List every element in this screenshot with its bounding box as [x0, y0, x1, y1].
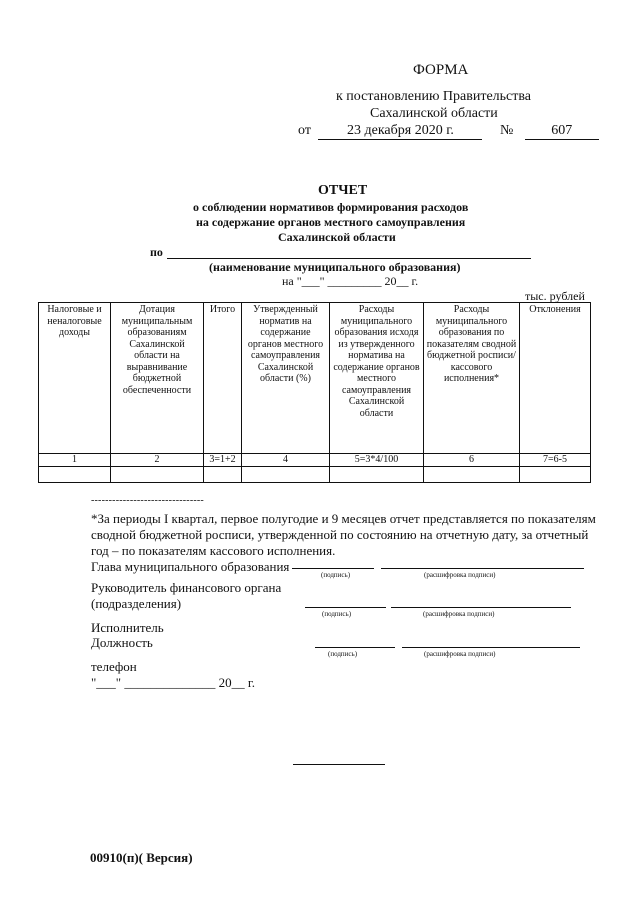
decree-number: 607: [525, 123, 599, 140]
col-number: 6: [424, 454, 520, 467]
header-tax-income: Налоговые и неналоговые доходы: [39, 303, 111, 454]
header-norm-expenses: Расходы муниципального образования исходя из утвержденного норматива на содержание органов местного самоуправления Сахалинской области: [330, 303, 424, 454]
executor-decoding-line: [402, 647, 580, 648]
head-label: Глава муниципального образования: [91, 559, 290, 574]
header-actual-expenses: Расходы муниципального образования по показателям сводной бюджетной росписи/ кассового исполнения*: [424, 303, 520, 454]
data-cell: [520, 466, 591, 482]
municipality-name-line: [167, 258, 531, 259]
report-date-line: на "___" _________ 20__ г.: [282, 274, 419, 288]
col-number: 4: [242, 454, 330, 467]
table-numbering-row: [39, 454, 591, 467]
finance-label-1: Руководитель финансового органа: [91, 580, 282, 595]
report-table: [38, 302, 591, 483]
finance-signature-line: [305, 607, 386, 608]
decree-date: 23 декабря 2020 г.: [318, 123, 482, 140]
executor-signature-line: [315, 647, 395, 648]
finance-label-2: (подразделения): [91, 596, 182, 611]
bottom-rule: [293, 764, 385, 765]
position-label: Должность: [91, 635, 153, 650]
table-data-row: [39, 466, 591, 482]
executor-label: Исполнитель: [91, 620, 164, 635]
head-decoding-line: [381, 568, 584, 569]
executor-decoding-caption: (расшифровка подписи): [424, 650, 496, 658]
finance-signature-caption: (подпись): [322, 610, 352, 618]
decree-line-2: Сахалинской области: [370, 106, 498, 121]
finance-decoding-line: [391, 607, 571, 608]
col-number: 7=6-5: [520, 454, 591, 467]
data-cell: [330, 466, 424, 482]
header-norm: Утвержденный норматив на содержание органов местного самоуправления Сахалинской области (%): [242, 303, 330, 454]
data-cell: [242, 466, 330, 482]
units-label: тыс. рублей: [525, 289, 585, 303]
footnote-line-2: сводной бюджетной росписи, утвержденной по состоянию на отчетную дату, за отчетный: [91, 527, 589, 542]
data-cell: [111, 466, 204, 482]
sign-date-line: "___" ______________ 20__ г.: [91, 675, 255, 690]
title-line-3: Сахалинской области: [278, 230, 396, 244]
by-label: по: [150, 245, 163, 259]
decree-date-row: [298, 123, 599, 140]
executor-signature-caption: (подпись): [328, 650, 358, 658]
finance-decoding-caption: (расшифровка подписи): [423, 610, 495, 618]
col-number: 2: [111, 454, 204, 467]
decree-line-1: к постановлению Правительства: [336, 89, 532, 104]
header-total: Итого: [204, 303, 242, 454]
title-line-2: на содержание органов местного самоуправления: [196, 215, 466, 229]
from-label: от: [298, 123, 311, 138]
header-deviation: Отклонения: [520, 303, 591, 454]
number-label: №: [499, 123, 514, 138]
col-number: 1: [39, 454, 111, 467]
municipality-caption: (наименование муниципального образования): [209, 260, 461, 274]
head-signature-line: [292, 568, 374, 569]
data-cell: [39, 466, 111, 482]
header-subsidy: Дотация муниципальным образованиям Сахалинской области на выравнивание бюджетной обеспеченности: [111, 303, 204, 454]
col-number: 3=1+2: [204, 454, 242, 467]
head-decoding-caption: (расшифровка подписи): [424, 571, 496, 579]
data-cell: [204, 466, 242, 482]
form-label: ФОРМА: [413, 62, 469, 78]
head-signature-caption: (подпись): [321, 571, 351, 579]
table-header-row: [39, 303, 591, 454]
title-line-1: о соблюдении нормативов формирования расходов: [193, 200, 469, 214]
report-heading: ОТЧЕТ: [318, 183, 368, 198]
footnote-line-1: *За периоды I квартал, первое полугодие и 9 месяцев отчет представляется по показателям: [91, 511, 596, 526]
phone-label: телефон: [91, 659, 137, 674]
col-number: 5=3*4/100: [330, 454, 424, 467]
document-code: 00910(п)( Версия): [90, 850, 193, 865]
data-cell: [424, 466, 520, 482]
footnote-separator: --------------------------------: [91, 495, 204, 506]
footnote-line-3: год – по показателям кассового исполнения.: [91, 543, 336, 558]
